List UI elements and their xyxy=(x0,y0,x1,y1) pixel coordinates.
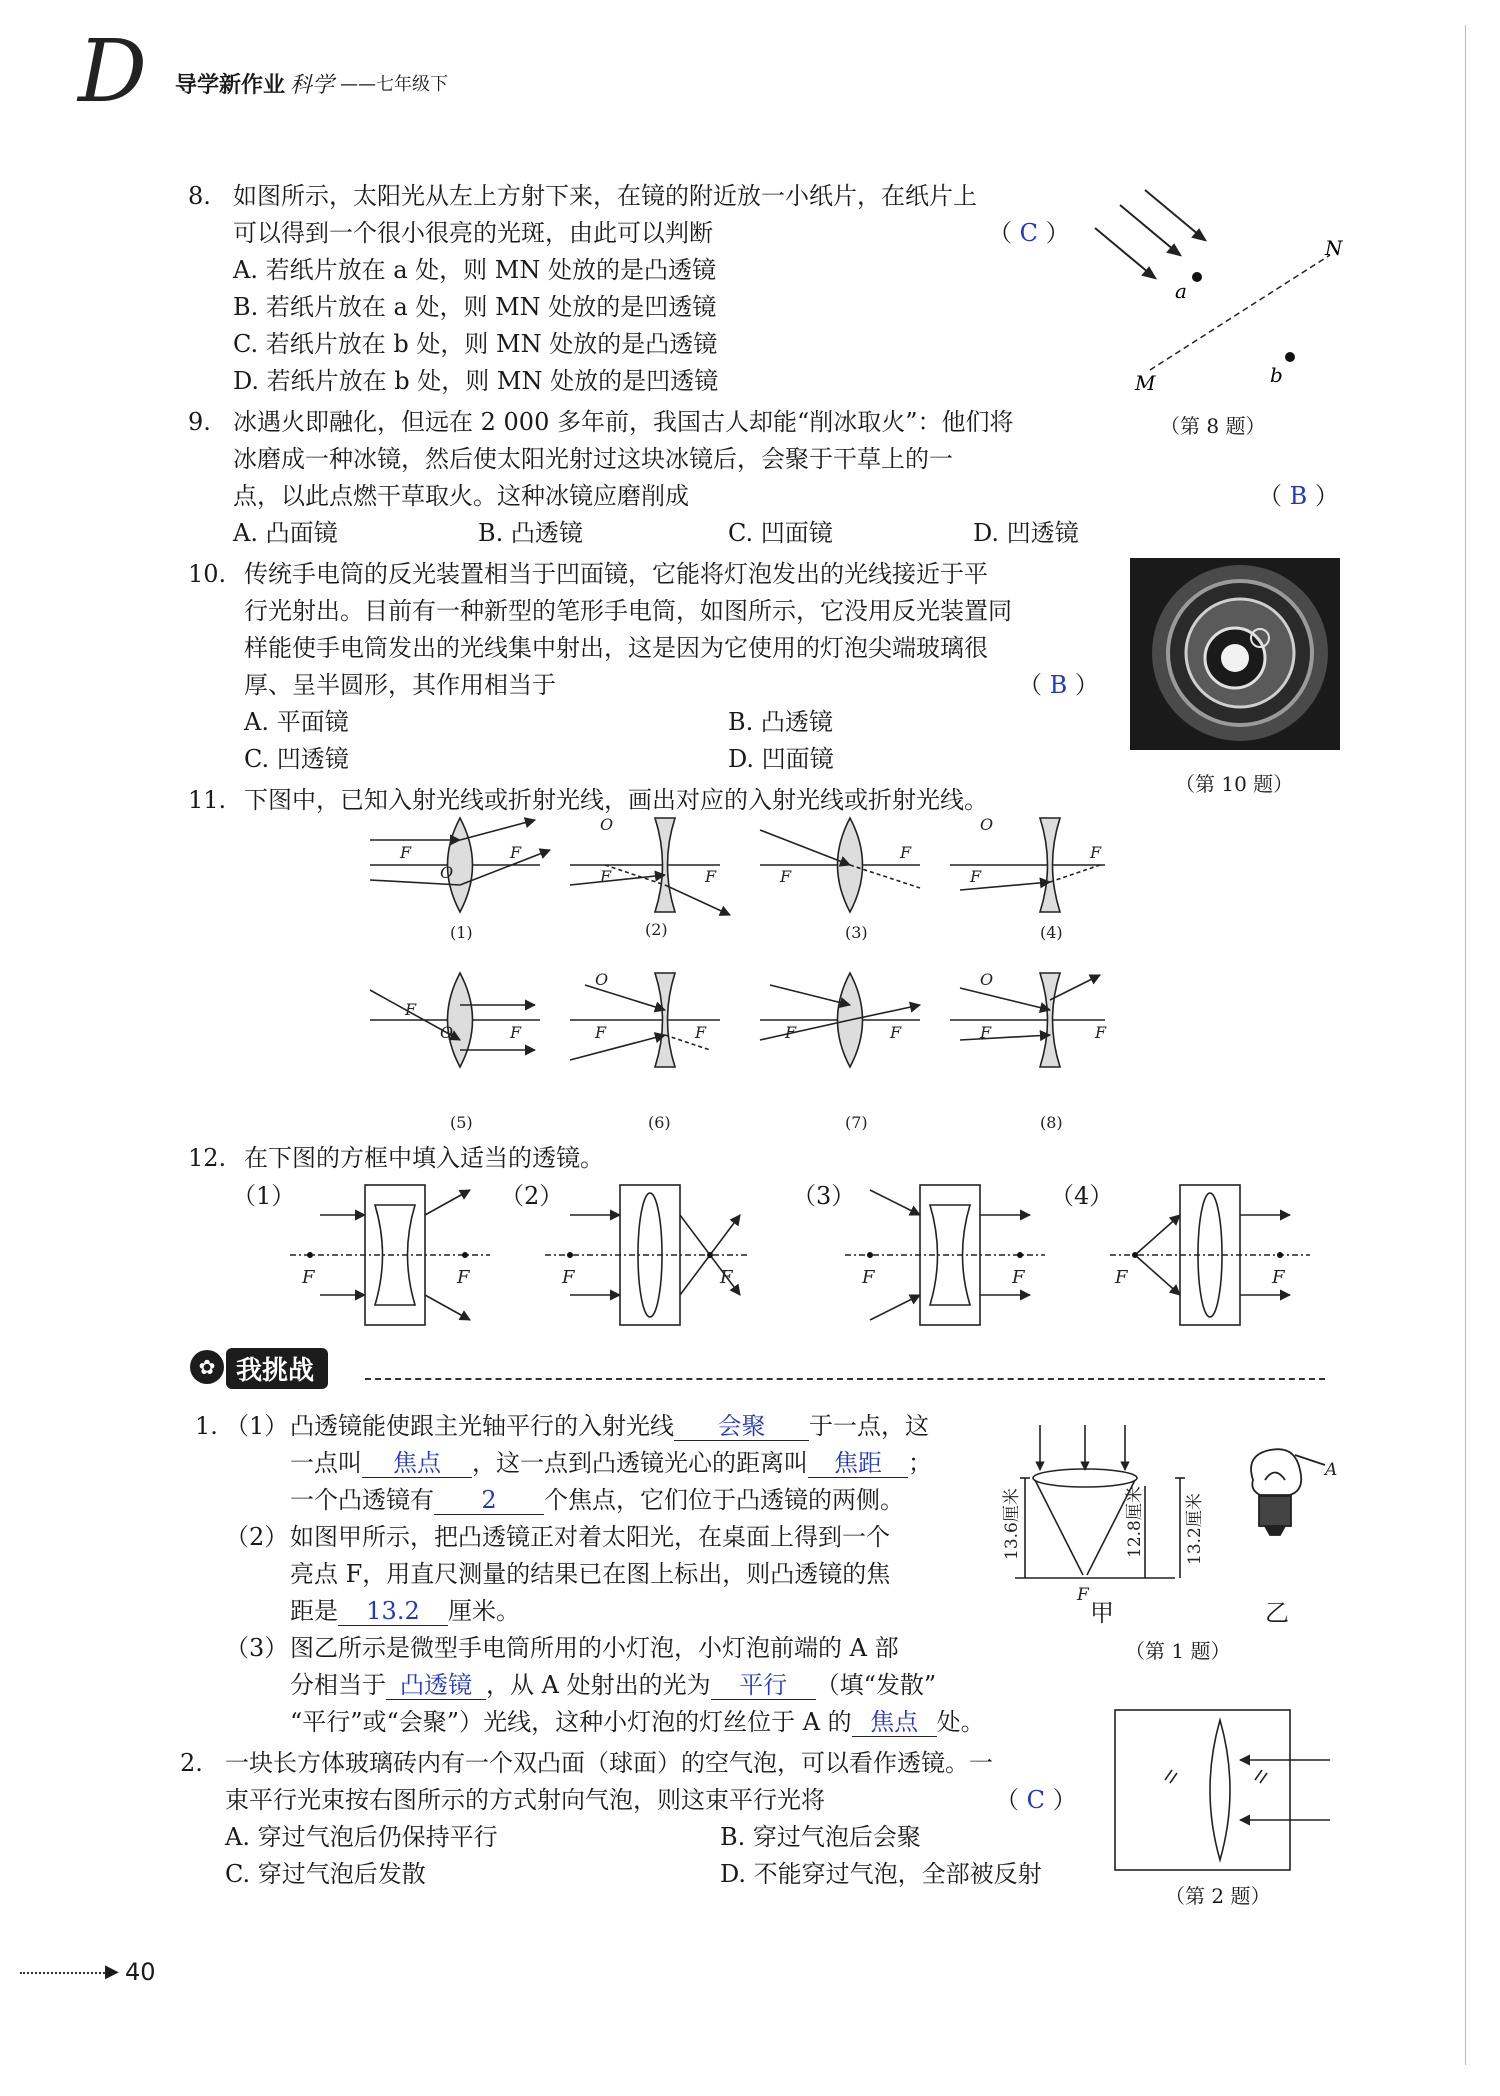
question-number: 1. xyxy=(195,1412,218,1440)
label-f: F xyxy=(1095,1023,1107,1042)
label-f: F xyxy=(720,1267,733,1288)
text-segment: 一点叫 xyxy=(290,1449,362,1477)
question-line: 一块长方体玻璃砖内有一个双凸面（球面）的空气泡，可以看作透镜。一 xyxy=(225,1749,993,1777)
label-f: F xyxy=(510,1023,522,1042)
option-c: C. 凹面镜 xyxy=(728,519,833,547)
label-m: M xyxy=(1135,371,1156,395)
section-title: 我挑战 xyxy=(226,1348,328,1389)
fig-label-1: （1） xyxy=(232,1182,296,1210)
text-segment: （填“发散” xyxy=(815,1671,937,1699)
figure-q12 xyxy=(230,1175,1340,1335)
text-segment: 分相当于 xyxy=(290,1671,386,1699)
question-number: 2. xyxy=(180,1749,203,1777)
blank-5: 13.2 xyxy=(338,1597,448,1626)
label-o: O xyxy=(440,1023,454,1042)
fig-label-5: (5) xyxy=(450,1113,473,1132)
sub-number: （3） xyxy=(225,1634,289,1662)
question-line: 在下图的方框中填入适当的透镜。 xyxy=(244,1144,604,1172)
question-number: 11. xyxy=(188,786,227,814)
option-a: A. 凸面镜 xyxy=(233,519,338,547)
label-f: F xyxy=(695,1023,707,1042)
label-o: O xyxy=(980,815,994,834)
option-c: C. 凹透镜 xyxy=(244,745,349,773)
question-line xyxy=(290,1482,904,1519)
question-line: 冰遇火即融化，但远在 2 000 多年前，我国古人却能“削冰取火”：他们将 xyxy=(233,408,1014,436)
label-jia: 甲 xyxy=(1090,1599,1114,1627)
label-f: F xyxy=(970,867,982,886)
figure-challenge-1 xyxy=(995,1420,1345,1620)
label-f: F xyxy=(1115,1267,1128,1288)
fig-label-4: （4） xyxy=(1050,1182,1114,1210)
page-header xyxy=(60,22,560,122)
label-f: F xyxy=(562,1267,575,1288)
option-b: B. 穿过气泡后会聚 xyxy=(720,1823,921,1851)
trophy-icon: ✿ xyxy=(190,1350,224,1384)
question-line xyxy=(290,1667,936,1704)
label-f: F xyxy=(980,1023,992,1042)
question-line: 如图所示，太阳光从左上方射下来，在镜的附近放一小纸片，在纸片上 xyxy=(233,182,977,210)
label-f: F xyxy=(400,843,412,862)
label-f: F xyxy=(1272,1267,1285,1288)
answer-bracket: （ B ） xyxy=(1018,671,1099,699)
header-rule xyxy=(1465,25,1466,2065)
text-segment: 处。 xyxy=(936,1708,985,1736)
label-f: F xyxy=(890,1023,902,1042)
label-f: F xyxy=(405,1000,417,1019)
label-f: F xyxy=(595,1023,607,1042)
label-f: F xyxy=(600,867,612,886)
answer: B xyxy=(1049,671,1068,699)
answer-bracket: （ C ） xyxy=(995,1786,1077,1814)
question-line: 厚、呈半圆形，其作用相当于 xyxy=(244,671,556,699)
text-segment: 距是 xyxy=(290,1597,338,1625)
answer: C xyxy=(1026,1786,1046,1814)
blank-6: 凸透镜 xyxy=(386,1671,486,1700)
answer-bracket: （ C ） xyxy=(988,219,1070,247)
blank-2: 焦点 xyxy=(362,1449,472,1478)
fig-label-2: （2） xyxy=(500,1182,564,1210)
question-line: 图乙所示是微型手电筒所用的小灯泡，小灯泡前端的 A 部 xyxy=(290,1634,899,1662)
option-d: D. 凹面镜 xyxy=(728,745,834,773)
option-b: B. 若纸片放在 a 处，则 MN 处放的是凹透镜 xyxy=(233,293,717,321)
text-segment: 个焦点，它们位于凸透镜的两侧。 xyxy=(544,1486,904,1514)
caption-q10: （第 10 题） xyxy=(1175,772,1294,796)
challenge-header xyxy=(190,1348,1340,1388)
option-a: A. 平面镜 xyxy=(244,708,349,736)
blank-3: 焦距 xyxy=(808,1449,908,1478)
label-o: O xyxy=(440,863,454,882)
text-segment: “平行”或“会聚”）光线，这种小灯泡的灯丝位于 A 的 xyxy=(290,1708,852,1736)
question-line: 传统手电筒的反光装置相当于凹面镜，它能将灯泡发出的光线接近于平 xyxy=(244,560,988,588)
label-f: F xyxy=(1077,1585,1089,1605)
blank-1: 会聚 xyxy=(674,1412,809,1441)
text-segment: 厘米。 xyxy=(448,1597,520,1625)
question-line: 行光射出。目前有一种新型的笔形手电筒，如图所示，它没用反光装置同 xyxy=(244,597,1012,625)
label-f: F xyxy=(705,867,717,886)
label-f: F xyxy=(780,867,792,886)
question-number: 10. xyxy=(188,560,227,588)
dim-12-8: 12.8厘米 xyxy=(1125,1486,1145,1558)
fig-label-2: (2) xyxy=(645,920,668,939)
question-number: 8. xyxy=(188,182,211,210)
fig-label-4: (4) xyxy=(1040,923,1063,942)
label-f: F xyxy=(1090,843,1102,862)
text-segment: 于一点，这 xyxy=(809,1412,929,1440)
footer-arrow xyxy=(20,1972,105,1974)
page-number: 40 xyxy=(125,1958,156,1986)
answer-bracket: （ B ） xyxy=(1258,482,1339,510)
sub-number: （1） xyxy=(225,1412,289,1440)
label-yi: 乙 xyxy=(1265,1599,1289,1627)
text-segment: ，这一点到凸透镜光心的距离叫 xyxy=(472,1449,808,1477)
label-n: N xyxy=(1325,236,1343,260)
label-f: F xyxy=(862,1267,875,1288)
fig-label-3: （3） xyxy=(792,1182,856,1210)
answer: C xyxy=(1019,219,1039,247)
section-rule xyxy=(365,1378,1325,1380)
blank-8: 焦点 xyxy=(852,1708,937,1737)
subject-title: 科学 xyxy=(290,73,335,98)
option-c: C. 穿过气泡后发散 xyxy=(225,1860,426,1888)
answer: B xyxy=(1289,482,1308,510)
label-f: F xyxy=(302,1267,315,1288)
arrow-icon: ▶ xyxy=(105,1961,119,1982)
label-f: F xyxy=(510,843,522,862)
label-b: b xyxy=(1270,363,1283,387)
option-a: A. 穿过气泡后仍保持平行 xyxy=(225,1823,498,1851)
option-a: A. 若纸片放在 a 处，则 MN 处放的是凸透镜 xyxy=(233,256,716,284)
question-line: 冰磨成一种冰镜，然后使太阳光射过这块冰镜后，会聚于干草上的一 xyxy=(233,445,953,473)
question-line xyxy=(290,1408,929,1445)
fig-label-6: (6) xyxy=(648,1113,671,1132)
logo-letter: D xyxy=(78,22,147,122)
option-c: C. 若纸片放在 b 处，则 MN 处放的是凸透镜 xyxy=(233,330,718,358)
fig-label-8: (8) xyxy=(1040,1113,1063,1132)
question-line: 下图中，已知入射光线或折射光线，画出对应的入射光线或折射光线。 xyxy=(244,786,988,814)
book-title: 导学新作业 xyxy=(175,73,286,98)
question-number: 9. xyxy=(188,408,211,436)
flashlight-photo xyxy=(1130,558,1340,750)
label-f: F xyxy=(457,1267,470,1288)
text-segment: ； xyxy=(908,1449,932,1477)
label-f: F xyxy=(900,843,912,862)
question-line: 样能使手电筒发出的光线集中射出，这是因为它使用的灯泡尖端玻璃很 xyxy=(244,634,988,662)
dim-13-6: 13.6厘米 xyxy=(1002,1488,1022,1560)
question-line: 亮点 F，用直尺测量的结果已在图上标出，则凸透镜的焦 xyxy=(290,1560,891,1588)
figure-q11 xyxy=(360,810,1160,1140)
question-line: 如图甲所示，把凸透镜正对着太阳光，在桌面上得到一个 xyxy=(290,1523,890,1551)
label-a: A xyxy=(1325,1460,1338,1480)
caption-q8: （第 8 题） xyxy=(1160,414,1266,438)
grade-label: ——七年级下 xyxy=(340,74,448,95)
label-o: O xyxy=(595,970,609,989)
label-o: O xyxy=(600,815,614,834)
figure-challenge-2 xyxy=(1110,1705,1340,1875)
blank-4: 2 xyxy=(434,1486,544,1515)
text-segment: ，从 A 处射出的光为 xyxy=(486,1671,711,1699)
label-a: a xyxy=(1175,279,1187,303)
figure-q8 xyxy=(1090,190,1350,400)
question-line: 可以得到一个很小很亮的光斑，由此可以判断 xyxy=(233,219,713,247)
label-f: F xyxy=(785,1023,797,1042)
fig-label-7: (7) xyxy=(845,1113,868,1132)
option-d: D. 若纸片放在 b 处，则 MN 处放的是凹透镜 xyxy=(233,367,719,395)
blank-7: 平行 xyxy=(711,1671,816,1700)
option-d: D. 凹透镜 xyxy=(973,519,1079,547)
label-f: F xyxy=(1012,1267,1025,1288)
question-line: 点，以此点燃干草取火。这种冰镜应磨削成 xyxy=(233,482,689,510)
sub-number: （2） xyxy=(225,1523,289,1551)
question-line xyxy=(290,1704,985,1741)
dim-13-2: 13.2厘米 xyxy=(1185,1493,1205,1565)
text-segment: 一个凸透镜有 xyxy=(290,1486,434,1514)
text-segment: 凸透镜能使跟主光轴平行的入射光线 xyxy=(290,1412,674,1440)
option-b: B. 凸透镜 xyxy=(478,519,583,547)
question-line xyxy=(290,1445,932,1482)
question-number: 12. xyxy=(188,1144,227,1172)
fig-label-1: (1) xyxy=(450,923,473,942)
fig-label-3: (3) xyxy=(845,923,868,942)
option-b: B. 凸透镜 xyxy=(728,708,833,736)
caption-challenge-1: （第 1 题） xyxy=(1125,1639,1231,1663)
question-line: 束平行光束按右图所示的方式射向气泡，则这束平行光将 xyxy=(225,1786,825,1814)
option-d: D. 不能穿过气泡，全部被反射 xyxy=(720,1860,1042,1888)
question-line xyxy=(290,1593,520,1630)
label-o: O xyxy=(980,970,994,989)
bulb-icon xyxy=(1251,1449,1325,1535)
caption-challenge-2: （第 2 题） xyxy=(1165,1884,1271,1908)
